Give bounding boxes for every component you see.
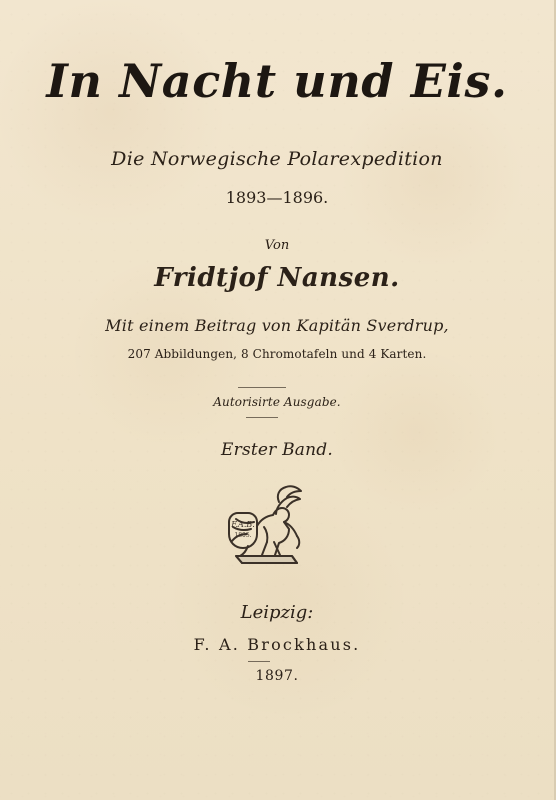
bottom-divider-rule xyxy=(246,417,278,418)
publisher-name: F. A. Brockhaus. xyxy=(193,635,361,654)
edition-note: Autorisirte Ausgabe. xyxy=(213,395,341,409)
publisher-divider-rule xyxy=(248,661,270,662)
book-title: In Nacht und Eis. xyxy=(46,54,508,108)
top-divider-rule xyxy=(238,387,286,388)
emblem-year: 1805. xyxy=(234,532,252,539)
emblem-initials: F.A.B. xyxy=(231,520,255,529)
volume-label: Erster Band. xyxy=(221,440,333,460)
expedition-years: 1893—1896. xyxy=(225,188,329,207)
author-name: Fridtjof Nansen. xyxy=(154,263,400,293)
book-subtitle: Die Norwegische Polarexpedition xyxy=(111,148,443,170)
publication-place: Leipzig: xyxy=(240,602,314,623)
publication-year: 1897. xyxy=(255,668,299,684)
contributor-line: Mit einem Beitrag von Kapitän Sverdrup, xyxy=(105,316,449,335)
publisher-emblem-icon xyxy=(218,484,310,576)
illustrations-line: 207 Abbildungen, 8 Chromotafeln und 4 Karten. xyxy=(127,347,427,361)
byline-prefix: Von xyxy=(264,238,290,253)
